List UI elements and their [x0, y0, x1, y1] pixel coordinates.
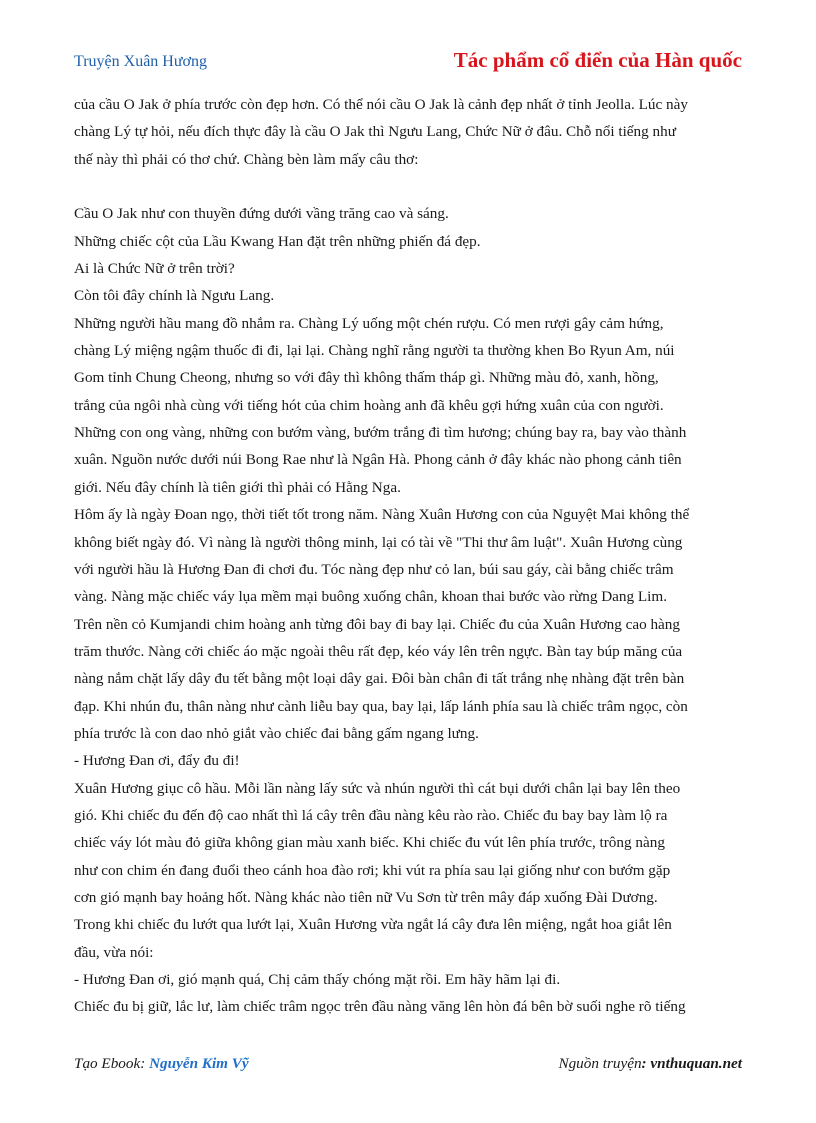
footer-source-site: vnthuquan.net: [650, 1055, 742, 1072]
text-line: đầu, vừa nói:: [74, 943, 154, 961]
text-line: Hôm ấy là ngày Đoan ngọ, thời tiết tốt trong năm. Nàng Xuân Hương con của Nguyệt Mai không thể: [74, 506, 690, 524]
text-line: đạp. Khi nhún đu, thân nàng như cành liễu bay qua, bay lại, lấp lánh phía sau là chiếc trâm ngọc, còn: [74, 697, 688, 715]
footer-source-credit: [558, 1055, 742, 1073]
text-line: không biết ngày đó. Vì nàng là người thông minh, lại có tài về "Thi thư âm luật". Xuân Hương cùng: [74, 533, 683, 551]
text-line: trăm thước. Nàng cởi chiếc áo mặc ngoài thêu rất đẹp, kéo váy lên trên ngực. Bàn tay búp măng của: [74, 642, 683, 660]
text-line: giới. Nếu đây chính là tiên giới thì phải có Hằng Nga.: [74, 478, 401, 496]
text-line: Ai là Chức Nữ ở trên trời?: [74, 260, 235, 278]
text-line: xuân. Nguồn nước dưới núi Bong Rae như là Ngân Hà. Phong cảnh ở đây khác nào phong cảnh tiên: [74, 451, 682, 469]
text-line: Xuân Hương giục cô hầu. Mỗi lần nàng lấy sức và nhún người thì cát bụi dưới chân lại bay lên theo: [74, 779, 681, 797]
text-line: Gom tỉnh Chung Cheong, nhưng so với đây thì không thấm tháp gì. Những màu đỏ, xanh, hồng,: [74, 369, 659, 387]
text-line: Những chiếc cột của Lầu Kwang Han đặt trên những phiến đá đẹp.: [74, 232, 481, 250]
text-line: chàng Lý miệng ngậm thuốc đi đi, lại lại. Chàng nghĩ rằng người ta thường khen Bo Ryun Am, núi: [74, 342, 675, 360]
text-line: của cầu O Jak ở phía trước còn đẹp hơn. Có thể nói cầu O Jak là cảnh đẹp nhất ở tỉnh Jeolla. Lúc này: [74, 96, 688, 113]
footer-source-label: Nguồn truyện: [558, 1055, 642, 1072]
text-line: Trong khi chiếc đu lướt qua lướt lại, Xuân Hương vừa ngắt lá cây đưa lên miệng, ngắt hoa giắt lên: [74, 916, 672, 934]
text-line: như con chim én đang đuổi theo cánh hoa đào rơi; khi vút ra phía sau lại giống như con bướm gặp: [74, 861, 671, 879]
text-line: Trên nền cỏ Kumjandi chim hoàng anh từng đôi bay đi bay lại. Chiếc đu của Xuân Hương cao hàng: [74, 615, 680, 633]
footer-author: Nguyễn Kim Vỹ: [149, 1055, 249, 1072]
footer-ebook-separator: :: [140, 1055, 150, 1072]
text-line: Những người hầu mang đồ nhắm ra. Chàng Lý uống một chén rượu. Có men rượi gây cảm hứng,: [74, 314, 664, 332]
footer-source-separator: :: [641, 1055, 651, 1072]
text-line: Còn tôi đây chính là Ngưu Lang.: [74, 287, 275, 305]
text-line: Cầu O Jak như con thuyền đứng dưới vầng trăng cao và sáng.: [74, 205, 449, 223]
text-line: chiếc váy lót màu đỏ giữa không gian màu xanh biếc. Khi chiếc đu vút lên phía trước, trông nàng: [74, 834, 665, 852]
text-line: thế này thì phải có thơ chứ. Chàng bèn làm mấy câu thơ:: [74, 150, 419, 168]
text-line: - Hương Đan ơi, gió mạnh quá, Chị cảm thấy chóng mặt rồi. Em hãy hãm lại đi.: [74, 971, 561, 988]
text-line: Những con ong vàng, những con bướm vàng, bướm trắng đi tìm hương; chúng bay ra, bay vào thành: [74, 424, 687, 442]
footer-ebook-credit: [74, 1055, 249, 1073]
text-line: [74, 173, 746, 200]
footer-ebook-label: Tạo Ebook: [74, 1055, 141, 1072]
text-line: nàng nắm chặt lấy dây đu tết bằng một loại dây gai. Đôi bàn chân đi tất trắng nhẹ nhàng đặt trên bàn: [74, 670, 685, 688]
header-collection-title: Tác phẩm cổ điển của Hàn quốc: [453, 48, 742, 72]
text-line: trắng của ngôi nhà cùng với tiếng hót của chim hoàng anh đã khêu gợi hứng xuân của con người.: [74, 396, 664, 414]
text-line: - Hương Đan ơi, đẩy đu đi!: [74, 752, 240, 770]
text-line: phía trước là con dao nhỏ giắt vào chiếc đai bằng gấm ngang lưng.: [74, 724, 479, 742]
text-line: gió. Khi chiếc đu đến độ cao nhất thì lá cây trên đầu nàng kêu rào rào. Chiếc đu bay bay làm lộ ra: [74, 806, 668, 824]
text-line: với người hầu là Hương Đan đi chơi đu. Tóc nàng đẹp như cỏ lan, búi sau gáy, cài bằng chiếc trâm: [74, 560, 674, 578]
text-line: chàng Lý tự hỏi, nếu đích thực đây là cầu O Jak thì Ngưu Lang, Chức Nữ ở đâu. Chỗ nổi tiếng như: [74, 123, 676, 141]
page-header: [74, 48, 742, 78]
header-book-title: Truyện Xuân Hương: [74, 53, 207, 70]
story-text: [74, 91, 746, 1021]
text-line: vàng. Nàng mặc chiếc váy lụa mềm mại buông xuống chân, khoan thai bước vào rừng Dang Lim.: [74, 588, 668, 606]
text-line: cơn gió mạnh bay hoảng hốt. Nàng khác nào tiên nữ Vu Sơn từ trên mây đáp xuống Đài Dương.: [74, 888, 658, 906]
text-line: Chiếc đu bị giữ, lắc lư, làm chiếc trâm ngọc trên đầu nàng văng lên hòn đá bên bờ suối nghe rõ tiếng: [74, 998, 686, 1016]
